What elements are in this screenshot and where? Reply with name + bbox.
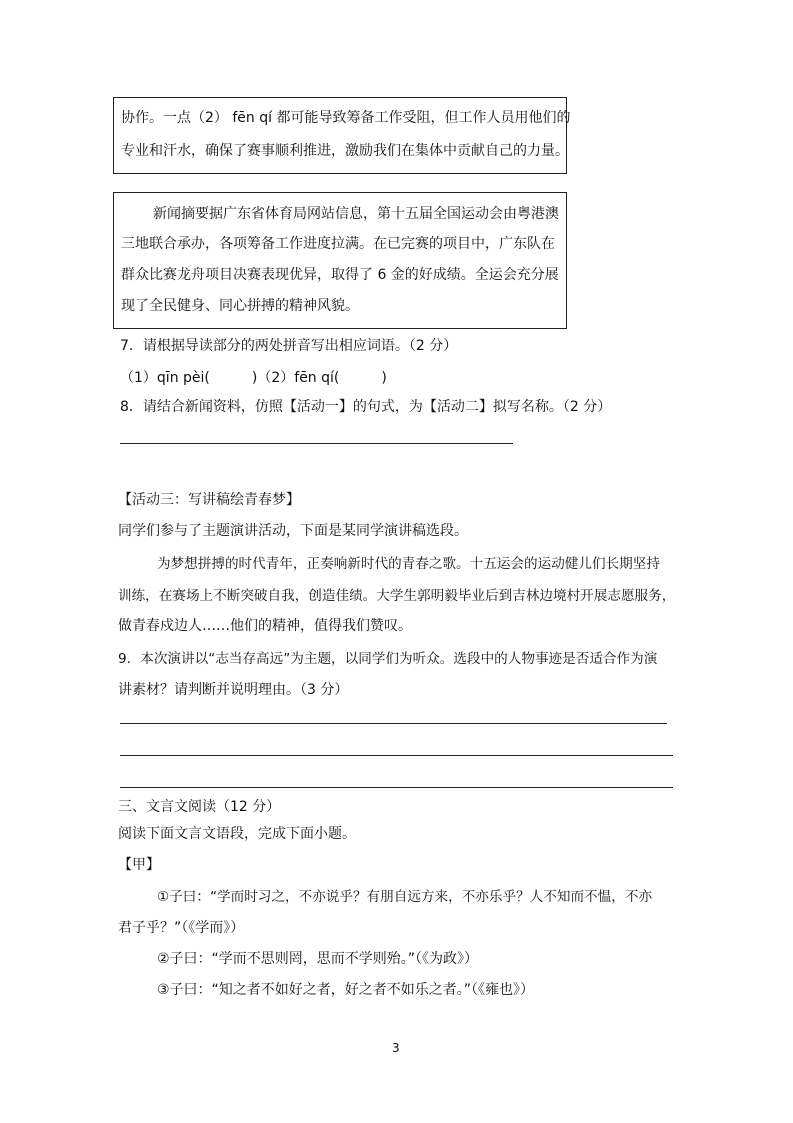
classic-line-2: 君子乎？”（《学而》） — [118, 920, 245, 936]
question-9-line-1: 9．本次演讲以“志当存高远”为主题，以同学们为听众。选段中的人物事迹是否适合作为演 — [118, 651, 658, 667]
q8-answer-line[interactable] — [120, 443, 513, 444]
speech-line-2: 训练，在赛场上不断突破自我，创造佳绩。大学生郭明毅毕业后到吉林边境村开展志愿服务， — [118, 588, 676, 604]
q7-part2-close: ) — [381, 370, 387, 386]
classic-line-3: ②子曰：“学而不思则罔，思而不学则殆。”（《为政》） — [157, 951, 479, 967]
news-line-1: 新闻摘要据广东省体育局网站信息，第十五届全国运动会由粤港澳 — [153, 206, 559, 222]
q7-part2-pinyin: fēn qí( — [294, 370, 340, 386]
classic-line-1: ①子曰：“学而时习之，不亦说乎？有朋自远方来，不亦乐乎？人不知而不愠，不亦 — [157, 889, 653, 905]
q9-answer-line-1[interactable] — [120, 723, 667, 724]
q7-part1-close: ) — [251, 370, 258, 386]
question-7-parts — [120, 368, 387, 388]
guide-line-2: 专业和汗水，确保了赛事顺利推进，激励我们在集体中贡献自己的力量。 — [121, 143, 569, 159]
q9-answer-line-3[interactable] — [120, 787, 673, 788]
page-number: 3 — [392, 1041, 400, 1055]
q7-part1-pinyin: qīn pèi( — [156, 370, 210, 386]
news-line-3: 群众比赛龙舟项目决赛表现优异，取得了 6 金的好成绩。全运会充分展 — [121, 267, 559, 283]
question-7: 7．请根据导读部分的两处拼音写出相应词语。（2 分） — [120, 338, 458, 354]
section-3-intro: 阅读下面文言文语段，完成下面小题。 — [118, 826, 356, 842]
news-line-2: 三地联合承办，各项筹备工作进度拉满。在已完赛的项目中，广东队在 — [121, 236, 555, 252]
question-9-line-2: 讲素材？请判断并说明理由。（3 分） — [118, 682, 349, 698]
q7-part2-number: （2） — [257, 370, 295, 386]
section-3-title: 三、文言文阅读（12 分） — [118, 799, 281, 815]
news-line-4: 现了全民健身、同心拼搏的精神风貌。 — [121, 298, 359, 314]
classic-line-4: ③子曰：“知之者不如好之者，好之者不如乐之者。”（《雍也》） — [157, 982, 535, 998]
activity-3-title: 【活动三：写讲稿绘青春梦】 — [118, 492, 300, 508]
q7-part1-number: （1） — [120, 370, 157, 386]
question-8: 8．请结合新闻资料，仿照【活动一】的句式，为【活动二】拟写名称。（2 分） — [120, 399, 612, 415]
activity-3-intro: 同学们参与了主题演讲活动，下面是某同学演讲稿选段。 — [118, 523, 468, 539]
section-3-jia: 【甲】 — [118, 857, 160, 873]
speech-line-1: 为梦想拼搏的时代青年，正奏响新时代的青春之歌。十五运会的运动健儿们长期坚持 — [157, 556, 660, 572]
q9-answer-line-2[interactable] — [120, 755, 673, 756]
guide-line-1: 协作。一点（2） fēn qí 都可能导致筹备工作受阻，但工作人员用他们的 — [121, 110, 571, 126]
speech-line-3: 做青春戍边人……他们的精神，值得我们赞叹。 — [118, 618, 412, 634]
